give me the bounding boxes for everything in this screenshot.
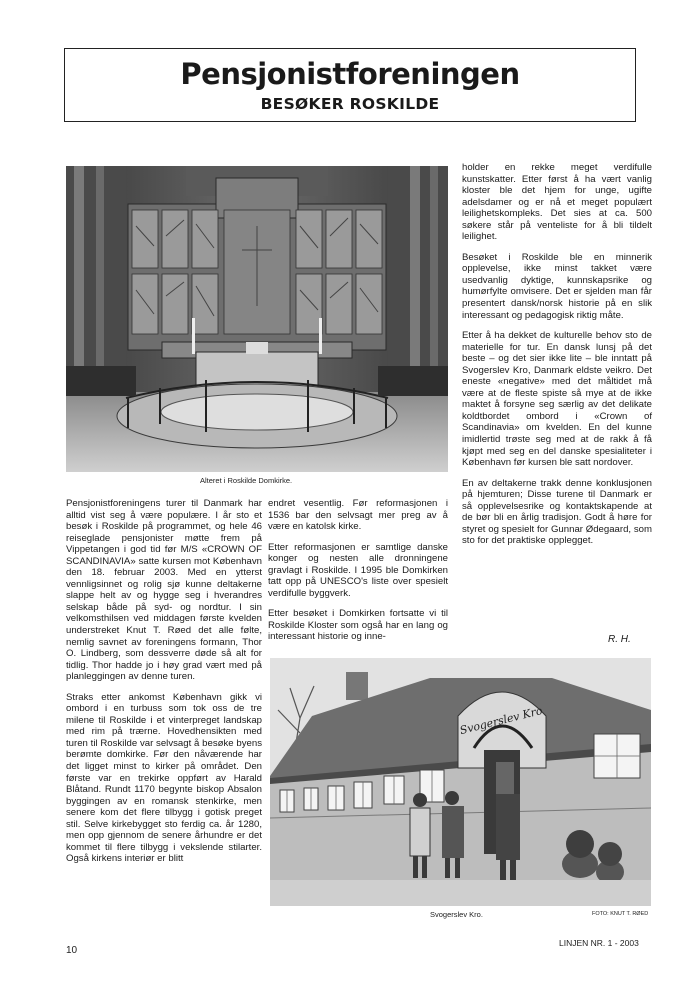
paragraph: holder en rekke meget verdifulle kunstskatter. Etter først å ha vært vanlig kloster ble det hjem for unge, ugifte adelsdamer og er nå et meget populært leilighetskompleks. Det sies at ca. 500 søkere står på venteliste for å bli tildelt leilighet. [462, 162, 652, 243]
paragraph: Etter besøket i Domkirken fortsatte vi til Roskilde Kloster som også har en lang og interessant historie og inne- [268, 608, 448, 643]
article-subtitle: BESØKER ROSKILDE [260, 95, 440, 113]
article-column-left [66, 498, 262, 874]
altar-photo [66, 166, 448, 472]
photo-credit: FOTO: KNUT T. RØED [592, 911, 649, 917]
paragraph: endret vesentlig. Før reformasjonen i 1536 bar den selvsagt mer preg av å være en katolsk kirke. [268, 498, 448, 533]
altar-photo-caption: Alteret i Roskilde Domkirke. [200, 476, 293, 485]
author-signature: R. H. [608, 634, 631, 645]
kro-photo-caption: Svogerslev Kro. [430, 910, 483, 919]
paragraph: Etter reformasjonen er samtlige danske konger og nesten alle dronningene gravlagt i Roskilde. I 1995 ble Domkirken tatt opp på UNESCO's liste over spesielt verdifulle byggverk. [268, 541, 448, 599]
paragraph: Straks etter ankomst København gikk vi ombord i en turbuss som tok oss de tre milene til Roskilde i et vinterpreget landskap med rim på trærne. Hovedhensikten med turen til Roskilde var selvsagt å besøke byens berømte domkirke. Før den nåværende har det ligget minst to kirker på området. Den første var en trekirke oppført av Harald Blåtand. Rundt 1170 begynte biskop Absalon byggingen av en romansk stenkirke, men senere kom det flere tilbygg i gotisk preget stil. Selve kirkebygget sto ferdig ca. år 1280, men opp gjennom de senere århundre er det kommet til flere tilbygg i vekslende stilarter. Også kirkens interiør er blitt [66, 691, 262, 865]
paragraph: Besøket i Roskilde ble en minnerik opplevelse, ikke minst takket være usedvanlig dyktige, kunnskapsrike og humørfylte omvisere. Det er sjelden man får presentert dansk/norsk historie på en slik interessant og pedagogisk riktig måte. [462, 251, 652, 321]
paragraph: Pensjonistforeningens turer til Danmark har alltid vist seg å være populære. I år sto et besøk i Roskilde på programmet, og hele 46 reiseglade pensjonister møtte frem på Vippetangen i god tid før M/S «CROWN OF SCANDINAVIA» satte kursen mot København den 18. februar 2003. Med en ytterst vennligsinnet og rolig sjø kunne deltakerne slappe helt av og hygge seg i hverandres selskap både på syd- og nordtur. I sin velkomsthilsen ved middagen første kvelden understreket Knut T. Røed det alle følte, nemlig savnet av foreningens formann, Thor O. Lindberg, som dessverre døde så alt for tidlig. Thor hadde jo i høy grad vært med på planleggingen av denne turen. [66, 498, 262, 683]
svogerslev-kro-photo [270, 658, 651, 906]
paragraph: En av deltakerne trakk denne konklusjonen på hjemturen; Disse turene til Danmark er så opplevelsesrike og kontaktskapende at de bør bli en årlig tradisjon. Godt å høre for styret og spesielt for Gunnar Ødegaard, som sto for det praktiske opplegget. [462, 477, 652, 547]
article-title: Pensjonistforeningen [180, 57, 520, 91]
article-column-middle [268, 498, 448, 652]
paragraph: Etter å ha dekket de kulturelle behov sto de materielle for tur. En dansk lunsj på det beste – og det sier ikke lite – ble inntatt på Svogerslev Kro, Danmark eldste veikro. Det eneste «negative» med det måltidet må være at de fleste spiste så mye at de ikke maktet å forsyne seg særlig av det delikate koldtbordet ombord i «Crown of Scandinavia» om kvelden. En del kunne imidlertid trøste seg med at de rakk å få kjøpt med seg en del danske spesialiteter i København før kursen ble satt nordover. [462, 330, 652, 469]
kro-sign-text: Svogerslev Kro [458, 704, 544, 738]
article-header [64, 48, 636, 122]
publication-footer: LINJEN NR. 1 - 2003 [559, 938, 639, 948]
page-number: 10 [66, 945, 78, 956]
article-column-right [462, 162, 652, 556]
